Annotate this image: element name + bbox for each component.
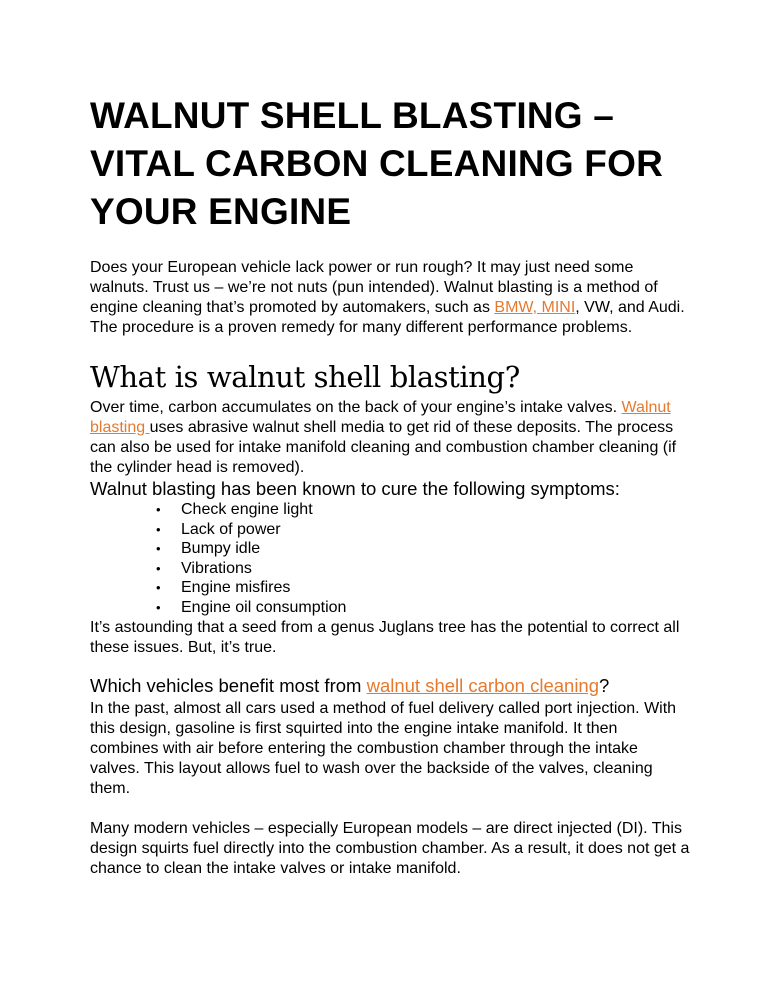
bullet-icon: • — [156, 580, 161, 595]
intro-text-before: Does your European vehicle lack power or run rough? It may just need some walnuts. Trust us – we’re not nuts (pun intended). Walnut blasting is a method of engine cleaning that’s promoted by automakers, such as — [90, 259, 658, 316]
intro-text-after: , VW, and Audi. The procedure is a proven remedy for many different performance problems. — [90, 299, 685, 336]
section-heading-what-is: What is walnut shell blasting? — [90, 360, 520, 394]
bullet-icon: • — [156, 541, 161, 556]
carbon-text-after: uses abrasive walnut shell media to get rid of these deposits. The process can also be used for intake manifold cleaning and combustion chamber cleaning (if the cylinder head is removed). — [90, 419, 677, 476]
vehicles-heading-after: ? — [599, 675, 610, 696]
page-title: WALNUT SHELL BLASTING – VITAL CARBON CLEANING FOR YOUR ENGINE — [90, 95, 664, 232]
symptom-item — [90, 500, 346, 520]
symptom-item — [90, 539, 346, 559]
direct-injection-paragraph: Many modern vehicles – especially European models – are direct injected (DI). This design squirts fuel directly into the combustion chamber. As a result, it does not get a chance to clean the intake valves or intake manifold. — [90, 820, 690, 877]
bullet-icon: • — [156, 599, 161, 615]
symptom-label: Vibrations — [181, 559, 252, 577]
symptom-label: Check engine light — [181, 501, 313, 518]
symptom-item — [90, 520, 346, 540]
symptom-label: Bumpy idle — [181, 540, 261, 557]
bullet-icon: • — [156, 560, 161, 576]
intro-paragraph — [90, 258, 690, 338]
bmw-mini-link[interactable]: BMW, MINI — [494, 299, 576, 316]
symptom-list — [90, 500, 346, 617]
closing-paragraph: It’s astounding that a seed from a genus Juglans tree has the potential to correct all these issues. But, it’s true. — [90, 619, 680, 656]
carbon-paragraph — [90, 398, 690, 478]
symptom-item — [90, 598, 346, 618]
symptom-label: Engine oil consumption — [181, 598, 347, 616]
bullet-icon: • — [156, 521, 161, 537]
symptom-item — [90, 578, 346, 598]
symptoms-heading: Walnut blasting has been known to cure the following symptoms: — [90, 478, 620, 499]
walnut-blasting-link[interactable]: Walnut blasting — [90, 399, 671, 436]
vehicles-heading-before: Which vehicles benefit most from — [90, 675, 367, 696]
bullet-icon: • — [156, 502, 161, 517]
symptom-label: Lack of power — [181, 520, 281, 538]
symptom-item — [90, 559, 346, 579]
carbon-text-before: Over time, carbon accumulates on the back of your engine’s intake valves. — [90, 399, 622, 416]
walnut-shell-carbon-cleaning-link[interactable]: walnut shell carbon cleaning — [366, 675, 600, 696]
vehicles-heading — [90, 675, 609, 697]
port-injection-paragraph: In the past, almost all cars used a method of fuel delivery called port injection. With this design, gasoline is first squirted into the engine intake manifold. It then combines with air before entering the combustion chamber through the intake valves. This layout allows fuel to wash over the backside of the valves, cleaning them. — [90, 700, 677, 797]
symptom-label: Engine misfires — [181, 579, 291, 596]
